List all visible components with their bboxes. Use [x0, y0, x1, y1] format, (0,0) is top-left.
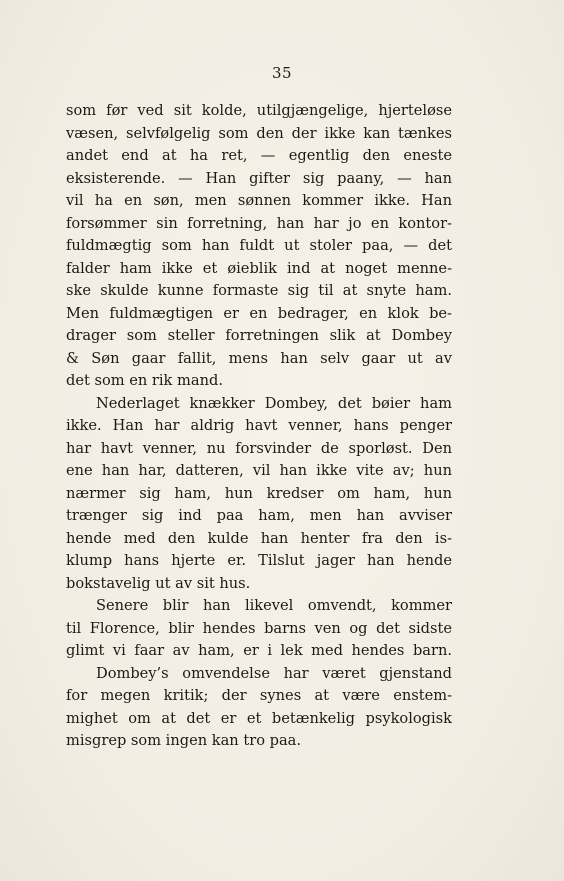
text-line: Nederlaget knækker Dombey, det bøier ham — [96, 394, 452, 412]
text-line: nærmer sig ham, hun kredser om ham, hun — [66, 484, 452, 502]
text-line: for megen kritik; der synes at være enstem- — [66, 687, 452, 704]
text-line: det som en rik mand. — [66, 372, 223, 389]
text-line: ikke. Han har aldrig havt venner, hans penger — [66, 417, 452, 434]
page-number: 35 — [271, 64, 293, 82]
text-line: bokstavelig ut av sit hus. — [66, 574, 251, 592]
text-line: hende med den kulde han henter fra den is- — [66, 529, 452, 547]
body-text — [66, 100, 452, 753]
text-line: falder ham ikke et øieblik ind at noget menne- — [66, 259, 452, 277]
text-line: drager som steller forretningen slik at Dombey — [66, 327, 452, 344]
text-line: ene han har, datteren, vil han ikke vite av; hun — [66, 462, 452, 479]
paragraph-2 — [66, 393, 452, 596]
text-line: Men fuldmægtigen er en bedrager, en klok be- — [66, 304, 452, 322]
text-line: vil ha en søn, men sønnen kommer ikke. Han — [66, 192, 452, 209]
text-line: andet end at ha ret, — egentlig den eneste — [66, 147, 452, 164]
text-line: forsømmer sin forretning, han har jo en kontor- — [66, 214, 452, 232]
text-line: misgrep som ingen kan tro paa. — [66, 732, 301, 749]
text-line: Dombey’s omvendelse har været gjenstand — [96, 664, 452, 682]
text-line: Senere blir han likevel omvendt, kommer — [96, 597, 452, 614]
text-line: mighet om at det er et betænkelig psykologisk — [66, 709, 452, 727]
text-line: klump hans hjerte er. Tilslut jager han hende — [66, 552, 452, 569]
paragraph-1 — [66, 100, 452, 393]
text-line: glimt vi faar av ham, er i lek med hendes barn. — [66, 642, 452, 659]
text-line: fuldmægtig som han fuldt ut stoler paa, — det — [66, 237, 452, 254]
text-line: ske skulde kunne formaste sig til at snyte ham. — [66, 282, 452, 299]
text-line: til Florence, blir hendes barns ven og det sidste — [66, 619, 452, 637]
text-line: har havt venner, nu forsvinder de sporløst. Den — [66, 439, 452, 457]
text-line: væsen, selvfølgelig som den der ikke kan tænkes — [66, 124, 452, 142]
text-line: som før ved sit kolde, utilgjængelige, hjerteløse — [66, 102, 452, 119]
paragraph-4 — [66, 663, 452, 753]
text-line: eksisterende. — Han gifter sig paany, — han — [66, 169, 452, 187]
paragraph-3 — [66, 595, 452, 663]
text-line: & Søn gaar fallit, mens han selv gaar ut av — [66, 349, 452, 367]
text-line: trænger sig ind paa ham, men han avviser — [66, 507, 452, 524]
